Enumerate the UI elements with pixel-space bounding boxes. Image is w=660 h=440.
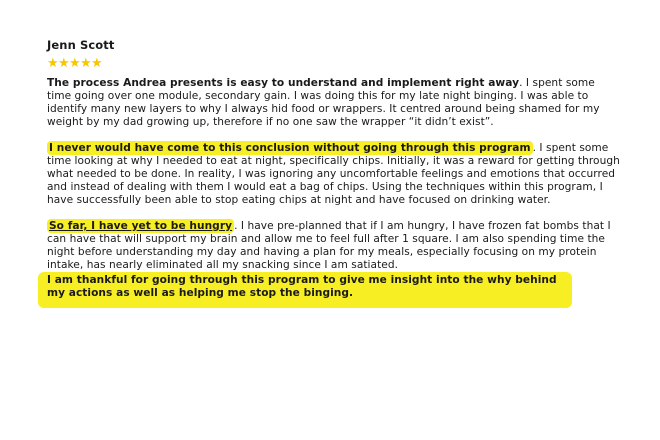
reviewer-name: Jenn Scott: [47, 38, 115, 52]
star-rating: [47, 57, 622, 70]
testimonial-card: [47, 38, 622, 308]
highlighted-quote: I never would have come to this conclusion without going through this program: [49, 142, 531, 154]
review-paragraph-3: [47, 220, 622, 308]
closing-highlight: I am thankful for going through this program to give me insight into the why behind my actions as well as helping me stop the binging.: [38, 272, 572, 308]
highlighted-quote-underlined: So far, I have yet to be hungry: [49, 220, 233, 232]
star-icon: ★: [47, 56, 59, 71]
paragraph-text: . I spent some time looking at why I needed to eat at night, specifically chips. Initially, it was a reward for getting through what needed to be done. In reality, I was ignoring any uncomfortable feelings and emotions that occurred and instead of dealing with them I would eat a bag of chips. Using the techniques within this program, I have successfully been able to stop eating chips at night and have focused on drinking water.: [47, 142, 620, 206]
star-icon: ★: [80, 56, 92, 71]
paragraph-text: . I have pre-planned that if I am hungry, I have frozen fat bombs that I can have that will support my brain and allow me to feel full after 1 square. I am also spending time the night before understanding my day and having a plan for my meals, especially focusing on my protein intake, has nearly eliminated all my snacking since I am satiated.: [47, 220, 611, 271]
bold-lead: The process Andrea presents is easy to understand and implement right away: [47, 77, 520, 89]
review-paragraph-1: [47, 77, 622, 129]
paragraph-text: . I spent some time going over one module, secondary gain. I was doing this for my late night binging. I was able to identify many new layers to why I always hid food or wrappers. It centred around being shamed for my weight by my dad growing up, therefore if no one saw the wrapper “it didn’t exist”.: [47, 77, 600, 128]
star-icon: ★: [58, 56, 70, 71]
star-icon: ★: [69, 56, 81, 71]
star-icon: ★: [91, 56, 103, 71]
review-paragraph-2: [47, 142, 622, 207]
